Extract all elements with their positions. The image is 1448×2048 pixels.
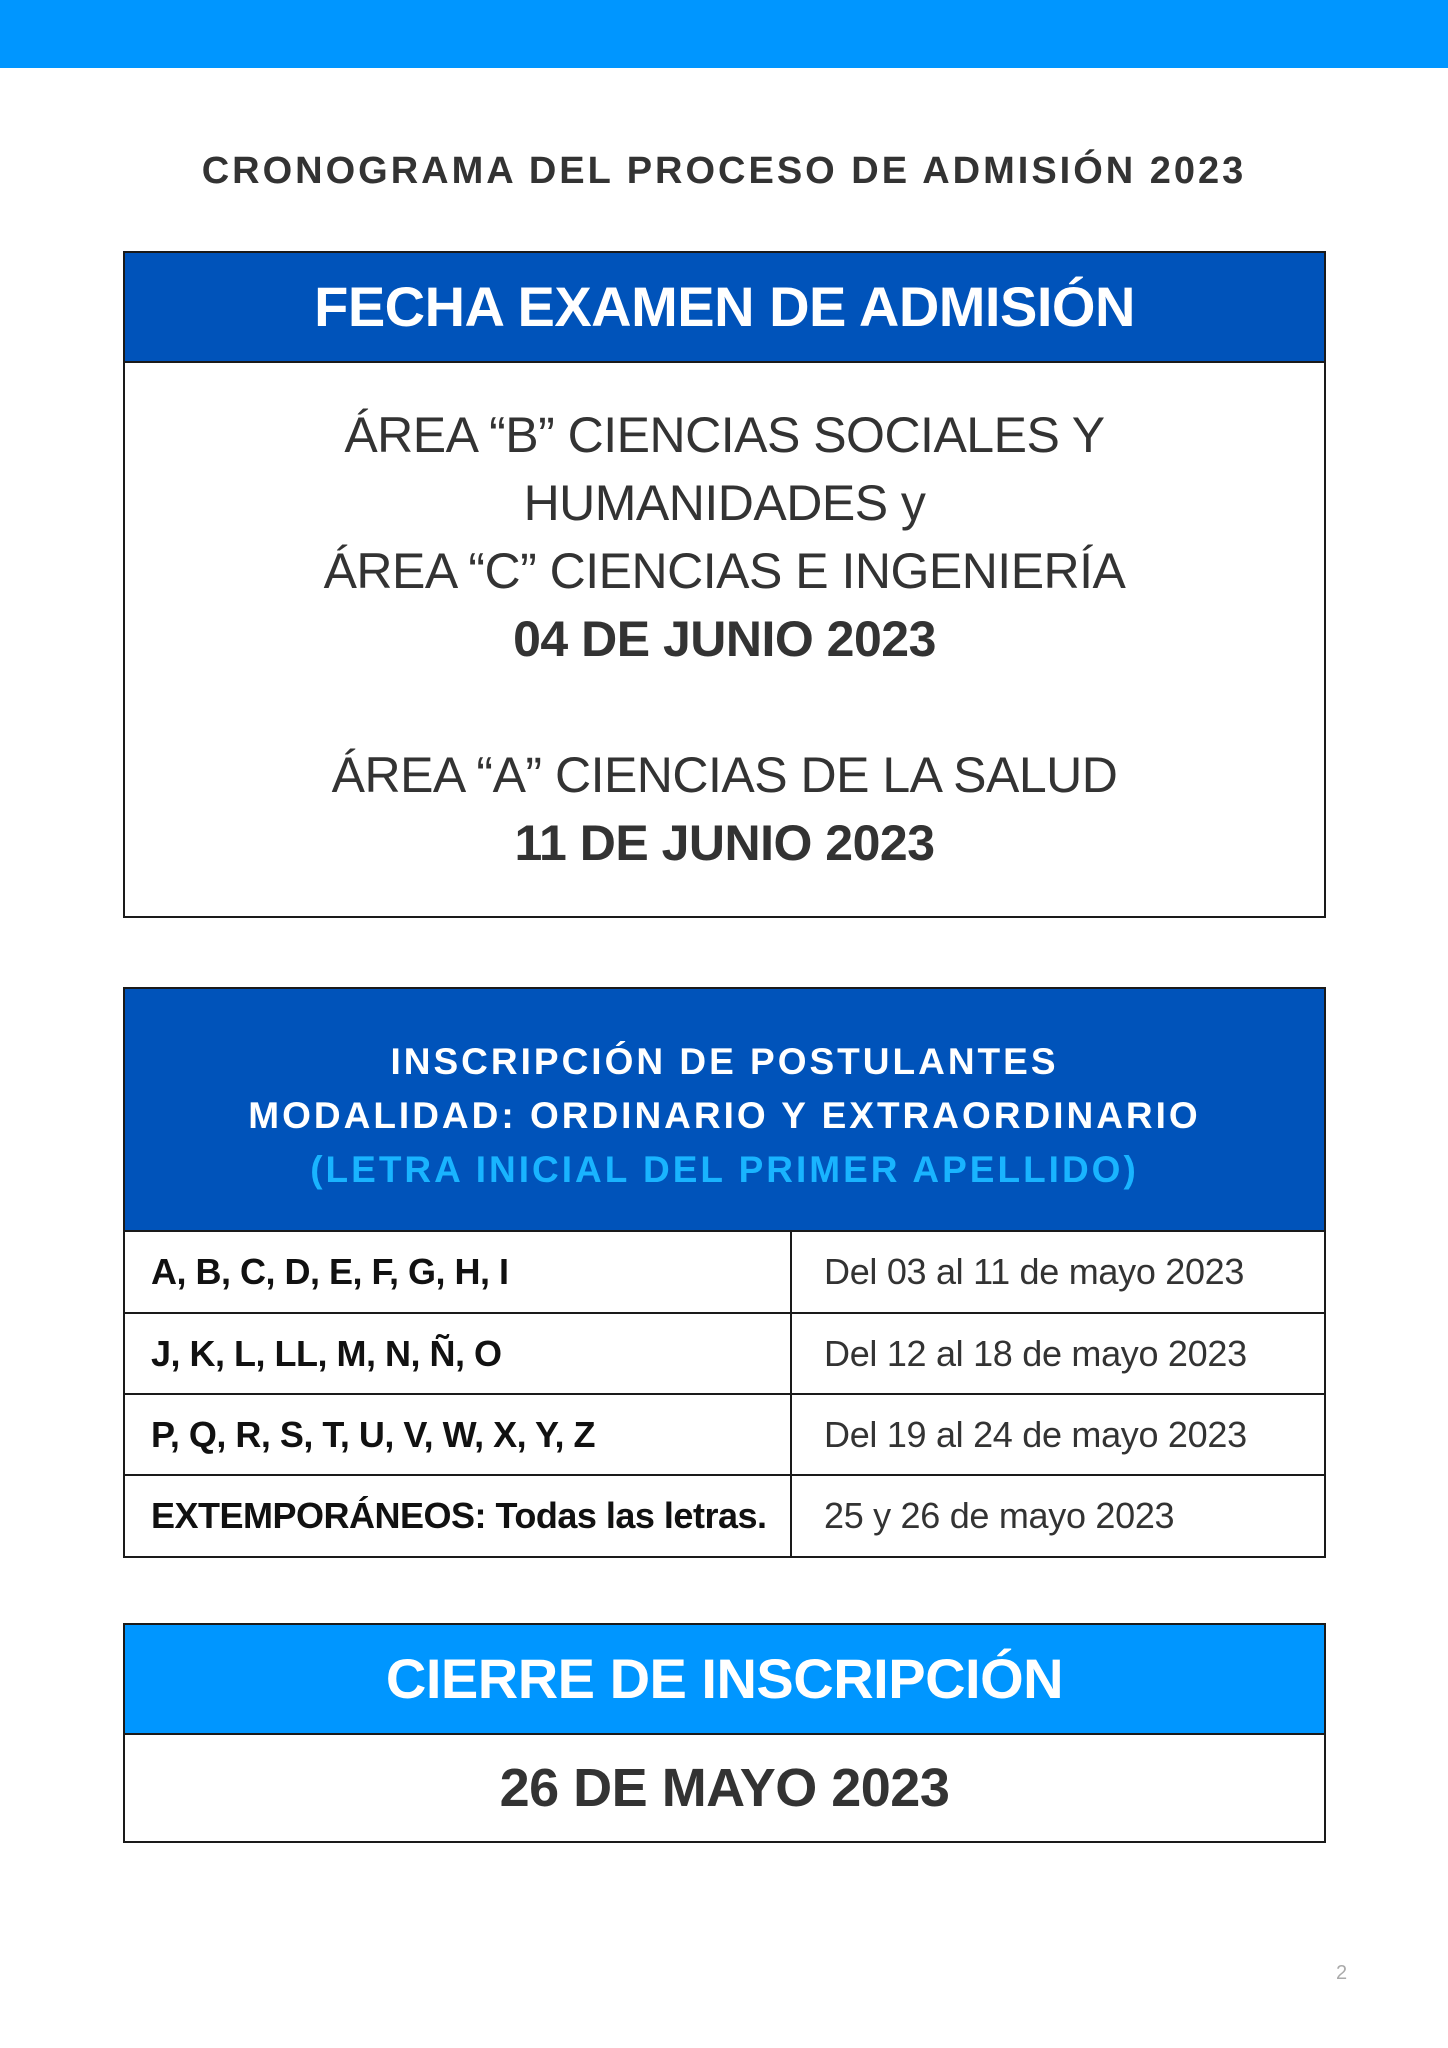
exam-area-a-line: ÁREA “A” CIENCIAS DE LA SALUD <box>331 747 1118 803</box>
inscription-schedule-table <box>125 1232 1324 1556</box>
exam-date-header: FECHA EXAMEN DE ADMISIÓN <box>125 253 1324 363</box>
page-number: 2 <box>1336 1962 1348 1984</box>
inscription-header-modality: MODALIDAD: ORDINARIO Y EXTRAORDINARIO <box>248 1095 1201 1136</box>
dates-cell: Del 19 al 24 de mayo 2023 <box>791 1394 1324 1475</box>
inscription-header-note: (LETRA INICIAL DEL PRIMER APELLIDO) <box>310 1149 1139 1190</box>
document-title: CRONOGRAMA DEL PROCESO DE ADMISIÓN 2023 <box>201 150 1247 192</box>
spacer <box>125 673 1324 741</box>
table-row <box>125 1232 1324 1313</box>
exam-date-box <box>123 251 1326 918</box>
letters-cell: P, Q, R, S, T, U, V, W, X, Y, Z <box>125 1394 791 1475</box>
closing-date: 26 DE MAYO 2023 <box>499 1758 950 1818</box>
table-row <box>125 1394 1324 1475</box>
dates-cell: Del 12 al 18 de mayo 2023 <box>791 1313 1324 1394</box>
exam-area-b-line: ÁREA “B” CIENCIAS SOCIALES Y <box>344 407 1105 463</box>
top-banner-bar <box>0 0 1448 68</box>
letters-cell: J, K, L, LL, M, N, Ñ, O <box>125 1313 791 1394</box>
exam-date-a: 11 DE JUNIO 2023 <box>514 815 935 871</box>
closing-date-box <box>123 1623 1326 1843</box>
table-row <box>125 1475 1324 1556</box>
dates-cell: 25 y 26 de mayo 2023 <box>824 1495 1175 1536</box>
exam-area-c-line: ÁREA “C” CIENCIAS E INGENIERÍA <box>323 543 1126 599</box>
inscription-header <box>125 989 1324 1232</box>
table-row <box>125 1313 1324 1394</box>
inscription-schedule-box <box>123 987 1326 1558</box>
closing-header: CIERRE DE INSCRIPCIÓN <box>125 1625 1324 1735</box>
exam-humanidades-line: HUMANIDADES y <box>523 475 926 531</box>
exam-date-body <box>125 363 1324 877</box>
letters-cell: EXTEMPORÁNEOS: Todas las letras. <box>125 1475 791 1556</box>
letters-cell: A, B, C, D, E, F, G, H, I <box>125 1232 791 1313</box>
exam-date-b-c: 04 DE JUNIO 2023 <box>513 611 936 667</box>
inscription-header-title: INSCRIPCIÓN DE POSTULANTES <box>390 1041 1059 1082</box>
dates-cell: Del 03 al 11 de mayo 2023 <box>791 1232 1324 1313</box>
